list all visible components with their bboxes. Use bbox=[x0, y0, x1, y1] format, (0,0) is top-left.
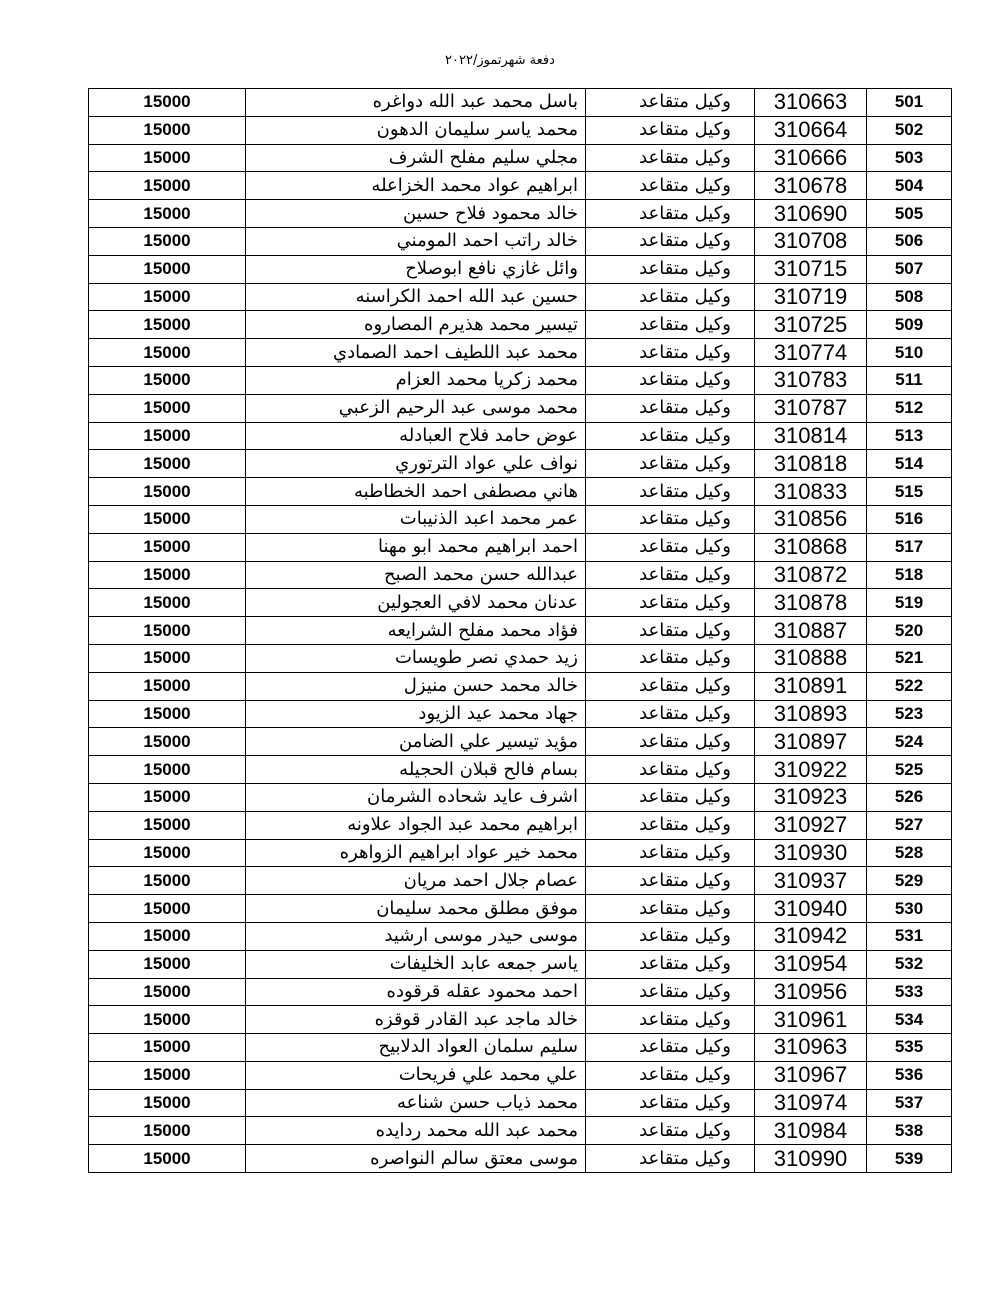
name-cell: سليم سلمان العواد الدلابيح bbox=[246, 1034, 586, 1062]
sequence-number-cell: 507 bbox=[867, 255, 952, 283]
name-cell: خالد ماجد عبد القادر قوقزه bbox=[246, 1006, 586, 1034]
military-number-cell: 310967 bbox=[755, 1061, 867, 1089]
name-cell: موسى معتق سالم النواصره bbox=[246, 1145, 586, 1173]
amount-cell: 15000 bbox=[89, 950, 246, 978]
amount-cell: 15000 bbox=[89, 1034, 246, 1062]
table-row bbox=[89, 116, 952, 144]
amount-cell: 15000 bbox=[89, 895, 246, 923]
amount-cell: 15000 bbox=[89, 672, 246, 700]
amount-cell: 15000 bbox=[89, 1117, 246, 1145]
sequence-number-cell: 537 bbox=[867, 1089, 952, 1117]
name-cell: محمد ياسر سليمان الدهون bbox=[246, 116, 586, 144]
military-number-cell: 310783 bbox=[755, 366, 867, 394]
sequence-number-cell: 510 bbox=[867, 339, 952, 367]
sequence-number-cell: 515 bbox=[867, 478, 952, 506]
rank-cell: وكيل متقاعد bbox=[586, 1117, 755, 1145]
name-cell: مؤيد تيسير علي الضامن bbox=[246, 728, 586, 756]
name-cell: هاني مصطفى احمد الخطاطبه bbox=[246, 478, 586, 506]
name-cell: محمد خير عواد ابراهيم الزواهره bbox=[246, 839, 586, 867]
rank-cell: وكيل متقاعد bbox=[586, 922, 755, 950]
sequence-number-cell: 502 bbox=[867, 116, 952, 144]
sequence-number-cell: 509 bbox=[867, 311, 952, 339]
military-number-cell: 310856 bbox=[755, 505, 867, 533]
table-row bbox=[89, 533, 952, 561]
military-number-cell: 310725 bbox=[755, 311, 867, 339]
table-row bbox=[89, 283, 952, 311]
sequence-number-cell: 535 bbox=[867, 1034, 952, 1062]
sequence-number-cell: 526 bbox=[867, 783, 952, 811]
amount-cell: 15000 bbox=[89, 617, 246, 645]
rank-cell: وكيل متقاعد bbox=[586, 311, 755, 339]
military-number-cell: 310990 bbox=[755, 1145, 867, 1173]
amount-cell: 15000 bbox=[89, 561, 246, 589]
table-row bbox=[89, 617, 952, 645]
military-number-cell: 310954 bbox=[755, 950, 867, 978]
table-row bbox=[89, 867, 952, 895]
rank-cell: وكيل متقاعد bbox=[586, 422, 755, 450]
military-number-cell: 310927 bbox=[755, 811, 867, 839]
amount-cell: 15000 bbox=[89, 144, 246, 172]
name-cell: زيد حمدي نصر طويسات bbox=[246, 644, 586, 672]
rank-cell: وكيل متقاعد bbox=[586, 339, 755, 367]
rank-cell: وكيل متقاعد bbox=[586, 589, 755, 617]
rank-cell: وكيل متقاعد bbox=[586, 1034, 755, 1062]
name-cell: جهاد محمد عيد الزيود bbox=[246, 700, 586, 728]
rank-cell: وكيل متقاعد bbox=[586, 255, 755, 283]
table-row bbox=[89, 172, 952, 200]
name-cell: احمد ابراهيم محمد ابو مهنا bbox=[246, 533, 586, 561]
page-title: دفعة شهرتموز/٢٠٢٢ bbox=[445, 53, 555, 68]
rank-cell: وكيل متقاعد bbox=[586, 756, 755, 784]
sequence-number-cell: 518 bbox=[867, 561, 952, 589]
amount-cell: 15000 bbox=[89, 478, 246, 506]
name-cell: فؤاد محمد مفلح الشرايعه bbox=[246, 617, 586, 645]
rank-cell: وكيل متقاعد bbox=[586, 227, 755, 255]
table-row bbox=[89, 422, 952, 450]
amount-cell: 15000 bbox=[89, 839, 246, 867]
military-number-cell: 310887 bbox=[755, 617, 867, 645]
amount-cell: 15000 bbox=[89, 311, 246, 339]
name-cell: ابراهيم محمد عبد الجواد علاونه bbox=[246, 811, 586, 839]
amount-cell: 15000 bbox=[89, 756, 246, 784]
rank-cell: وكيل متقاعد bbox=[586, 700, 755, 728]
amount-cell: 15000 bbox=[89, 422, 246, 450]
amount-cell: 15000 bbox=[89, 116, 246, 144]
name-cell: عمر محمد اعبد الذنيبات bbox=[246, 505, 586, 533]
military-number-cell: 310937 bbox=[755, 867, 867, 895]
amount-cell: 15000 bbox=[89, 505, 246, 533]
military-number-cell: 310878 bbox=[755, 589, 867, 617]
name-cell: مجلي سليم مفلح الشرف bbox=[246, 144, 586, 172]
rank-cell: وكيل متقاعد bbox=[586, 533, 755, 561]
payment-roster-table bbox=[88, 88, 952, 1173]
military-number-cell: 310897 bbox=[755, 728, 867, 756]
rank-cell: وكيل متقاعد bbox=[586, 478, 755, 506]
sequence-number-cell: 517 bbox=[867, 533, 952, 561]
rank-cell: وكيل متقاعد bbox=[586, 172, 755, 200]
name-cell: محمد موسى عبد الرحيم الزعبي bbox=[246, 394, 586, 422]
name-cell: محمد عبد اللطيف احمد الصمادي bbox=[246, 339, 586, 367]
name-cell: نواف علي عواد الترتوري bbox=[246, 450, 586, 478]
name-cell: وائل غازي نافع ابوصلاح bbox=[246, 255, 586, 283]
rank-cell: وكيل متقاعد bbox=[586, 116, 755, 144]
name-cell: احمد محمود عقله قرقوده bbox=[246, 978, 586, 1006]
amount-cell: 15000 bbox=[89, 339, 246, 367]
sequence-number-cell: 512 bbox=[867, 394, 952, 422]
rank-cell: وكيل متقاعد bbox=[586, 783, 755, 811]
amount-cell: 15000 bbox=[89, 1145, 246, 1173]
rank-cell: وكيل متقاعد bbox=[586, 644, 755, 672]
table-row bbox=[89, 394, 952, 422]
name-cell: خالد محمد حسن منيزل bbox=[246, 672, 586, 700]
name-cell: عصام جلال احمد مريان bbox=[246, 867, 586, 895]
military-number-cell: 310923 bbox=[755, 783, 867, 811]
name-cell: خالد محمود فلاح حسين bbox=[246, 200, 586, 228]
amount-cell: 15000 bbox=[89, 1006, 246, 1034]
table-row bbox=[89, 1145, 952, 1173]
table-row bbox=[89, 1117, 952, 1145]
military-number-cell: 310930 bbox=[755, 839, 867, 867]
rank-cell: وكيل متقاعد bbox=[586, 561, 755, 589]
name-cell: محمد عبد الله محمد ردايده bbox=[246, 1117, 586, 1145]
rank-cell: وكيل متقاعد bbox=[586, 1089, 755, 1117]
military-number-cell: 310922 bbox=[755, 756, 867, 784]
table-row bbox=[89, 756, 952, 784]
sequence-number-cell: 536 bbox=[867, 1061, 952, 1089]
table-row bbox=[89, 1061, 952, 1089]
name-cell: عوض حامد فلاح العبادله bbox=[246, 422, 586, 450]
military-number-cell: 310708 bbox=[755, 227, 867, 255]
table-row bbox=[89, 505, 952, 533]
rank-cell: وكيل متقاعد bbox=[586, 200, 755, 228]
military-number-cell: 310868 bbox=[755, 533, 867, 561]
amount-cell: 15000 bbox=[89, 89, 246, 117]
name-cell: تيسير محمد هذيرم المصاروه bbox=[246, 311, 586, 339]
rank-cell: وكيل متقاعد bbox=[586, 895, 755, 923]
sequence-number-cell: 538 bbox=[867, 1117, 952, 1145]
amount-cell: 15000 bbox=[89, 700, 246, 728]
military-number-cell: 310664 bbox=[755, 116, 867, 144]
name-cell: موسى حيدر موسى ارشيد bbox=[246, 922, 586, 950]
military-number-cell: 310940 bbox=[755, 895, 867, 923]
rank-cell: وكيل متقاعد bbox=[586, 394, 755, 422]
sequence-number-cell: 511 bbox=[867, 366, 952, 394]
table-row bbox=[89, 255, 952, 283]
sequence-number-cell: 506 bbox=[867, 227, 952, 255]
military-number-cell: 310872 bbox=[755, 561, 867, 589]
table-row bbox=[89, 839, 952, 867]
table-row bbox=[89, 227, 952, 255]
amount-cell: 15000 bbox=[89, 172, 246, 200]
table-row bbox=[89, 589, 952, 617]
sequence-number-cell: 533 bbox=[867, 978, 952, 1006]
military-number-cell: 310719 bbox=[755, 283, 867, 311]
table-row bbox=[89, 922, 952, 950]
sequence-number-cell: 530 bbox=[867, 895, 952, 923]
amount-cell: 15000 bbox=[89, 366, 246, 394]
table-row bbox=[89, 339, 952, 367]
sequence-number-cell: 525 bbox=[867, 756, 952, 784]
sequence-number-cell: 529 bbox=[867, 867, 952, 895]
rank-cell: وكيل متقاعد bbox=[586, 144, 755, 172]
military-number-cell: 310678 bbox=[755, 172, 867, 200]
rank-cell: وكيل متقاعد bbox=[586, 950, 755, 978]
sequence-number-cell: 522 bbox=[867, 672, 952, 700]
military-number-cell: 310974 bbox=[755, 1089, 867, 1117]
table-row bbox=[89, 1089, 952, 1117]
sequence-number-cell: 521 bbox=[867, 644, 952, 672]
amount-cell: 15000 bbox=[89, 922, 246, 950]
amount-cell: 15000 bbox=[89, 1061, 246, 1089]
rank-cell: وكيل متقاعد bbox=[586, 1006, 755, 1034]
name-cell: خالد راتب احمد المومني bbox=[246, 227, 586, 255]
amount-cell: 15000 bbox=[89, 1089, 246, 1117]
table-row bbox=[89, 644, 952, 672]
sequence-number-cell: 501 bbox=[867, 89, 952, 117]
military-number-cell: 310963 bbox=[755, 1034, 867, 1062]
name-cell: محمد ذياب حسن شناعه bbox=[246, 1089, 586, 1117]
rank-cell: وكيل متقاعد bbox=[586, 867, 755, 895]
rank-cell: وكيل متقاعد bbox=[586, 450, 755, 478]
sequence-number-cell: 520 bbox=[867, 617, 952, 645]
name-cell: عبدالله حسن محمد الصبح bbox=[246, 561, 586, 589]
table-row bbox=[89, 1034, 952, 1062]
military-number-cell: 310663 bbox=[755, 89, 867, 117]
amount-cell: 15000 bbox=[89, 783, 246, 811]
rank-cell: وكيل متقاعد bbox=[586, 283, 755, 311]
table-row bbox=[89, 200, 952, 228]
military-number-cell: 310814 bbox=[755, 422, 867, 450]
military-number-cell: 310818 bbox=[755, 450, 867, 478]
table-row bbox=[89, 450, 952, 478]
sequence-number-cell: 524 bbox=[867, 728, 952, 756]
amount-cell: 15000 bbox=[89, 283, 246, 311]
table-row bbox=[89, 811, 952, 839]
sequence-number-cell: 523 bbox=[867, 700, 952, 728]
military-number-cell: 310787 bbox=[755, 394, 867, 422]
military-number-cell: 310690 bbox=[755, 200, 867, 228]
amount-cell: 15000 bbox=[89, 644, 246, 672]
name-cell: حسين عبد الله احمد الكراسنه bbox=[246, 283, 586, 311]
amount-cell: 15000 bbox=[89, 728, 246, 756]
military-number-cell: 310666 bbox=[755, 144, 867, 172]
rank-cell: وكيل متقاعد bbox=[586, 617, 755, 645]
roster-body bbox=[89, 89, 952, 1173]
rank-cell: وكيل متقاعد bbox=[586, 728, 755, 756]
military-number-cell: 310942 bbox=[755, 922, 867, 950]
military-number-cell: 310893 bbox=[755, 700, 867, 728]
military-number-cell: 310774 bbox=[755, 339, 867, 367]
rank-cell: وكيل متقاعد bbox=[586, 839, 755, 867]
amount-cell: 15000 bbox=[89, 394, 246, 422]
name-cell: عدنان محمد لافي العجولين bbox=[246, 589, 586, 617]
name-cell: اشرف عايد شحاده الشرمان bbox=[246, 783, 586, 811]
amount-cell: 15000 bbox=[89, 978, 246, 1006]
rank-cell: وكيل متقاعد bbox=[586, 505, 755, 533]
rank-cell: وكيل متقاعد bbox=[586, 811, 755, 839]
military-number-cell: 310833 bbox=[755, 478, 867, 506]
rank-cell: وكيل متقاعد bbox=[586, 366, 755, 394]
table-row bbox=[89, 728, 952, 756]
sequence-number-cell: 516 bbox=[867, 505, 952, 533]
rank-cell: وكيل متقاعد bbox=[586, 978, 755, 1006]
sequence-number-cell: 513 bbox=[867, 422, 952, 450]
sequence-number-cell: 519 bbox=[867, 589, 952, 617]
amount-cell: 15000 bbox=[89, 533, 246, 561]
table-row bbox=[89, 89, 952, 117]
amount-cell: 15000 bbox=[89, 589, 246, 617]
amount-cell: 15000 bbox=[89, 811, 246, 839]
rank-cell: وكيل متقاعد bbox=[586, 1061, 755, 1089]
sequence-number-cell: 534 bbox=[867, 1006, 952, 1034]
sequence-number-cell: 505 bbox=[867, 200, 952, 228]
table-row bbox=[89, 1006, 952, 1034]
amount-cell: 15000 bbox=[89, 867, 246, 895]
table-row bbox=[89, 950, 952, 978]
amount-cell: 15000 bbox=[89, 450, 246, 478]
table-row bbox=[89, 783, 952, 811]
rank-cell: وكيل متقاعد bbox=[586, 89, 755, 117]
sequence-number-cell: 532 bbox=[867, 950, 952, 978]
military-number-cell: 310984 bbox=[755, 1117, 867, 1145]
sequence-number-cell: 514 bbox=[867, 450, 952, 478]
sequence-number-cell: 527 bbox=[867, 811, 952, 839]
military-number-cell: 310888 bbox=[755, 644, 867, 672]
sequence-number-cell: 503 bbox=[867, 144, 952, 172]
sequence-number-cell: 504 bbox=[867, 172, 952, 200]
military-number-cell: 310715 bbox=[755, 255, 867, 283]
sequence-number-cell: 508 bbox=[867, 283, 952, 311]
name-cell: موفق مطلق محمد سليمان bbox=[246, 895, 586, 923]
name-cell: ياسر جمعه عابد الخليفات bbox=[246, 950, 586, 978]
military-number-cell: 310956 bbox=[755, 978, 867, 1006]
name-cell: بسام فالح قبلان الحجيله bbox=[246, 756, 586, 784]
table-row bbox=[89, 478, 952, 506]
sequence-number-cell: 539 bbox=[867, 1145, 952, 1173]
amount-cell: 15000 bbox=[89, 200, 246, 228]
name-cell: ابراهيم عواد محمد الخزاعله bbox=[246, 172, 586, 200]
name-cell: علي محمد علي فريحات bbox=[246, 1061, 586, 1089]
sequence-number-cell: 531 bbox=[867, 922, 952, 950]
military-number-cell: 310961 bbox=[755, 1006, 867, 1034]
rank-cell: وكيل متقاعد bbox=[586, 1145, 755, 1173]
sequence-number-cell: 528 bbox=[867, 839, 952, 867]
name-cell: باسل محمد عبد الله دواغره bbox=[246, 89, 586, 117]
table-row bbox=[89, 978, 952, 1006]
name-cell: محمد زكريا محمد العزام bbox=[246, 366, 586, 394]
military-number-cell: 310891 bbox=[755, 672, 867, 700]
table-row bbox=[89, 700, 952, 728]
amount-cell: 15000 bbox=[89, 227, 246, 255]
table-row bbox=[89, 561, 952, 589]
table-row bbox=[89, 311, 952, 339]
table-row bbox=[89, 144, 952, 172]
table-row bbox=[89, 366, 952, 394]
table-row bbox=[89, 895, 952, 923]
amount-cell: 15000 bbox=[89, 255, 246, 283]
rank-cell: وكيل متقاعد bbox=[586, 672, 755, 700]
table-row bbox=[89, 672, 952, 700]
